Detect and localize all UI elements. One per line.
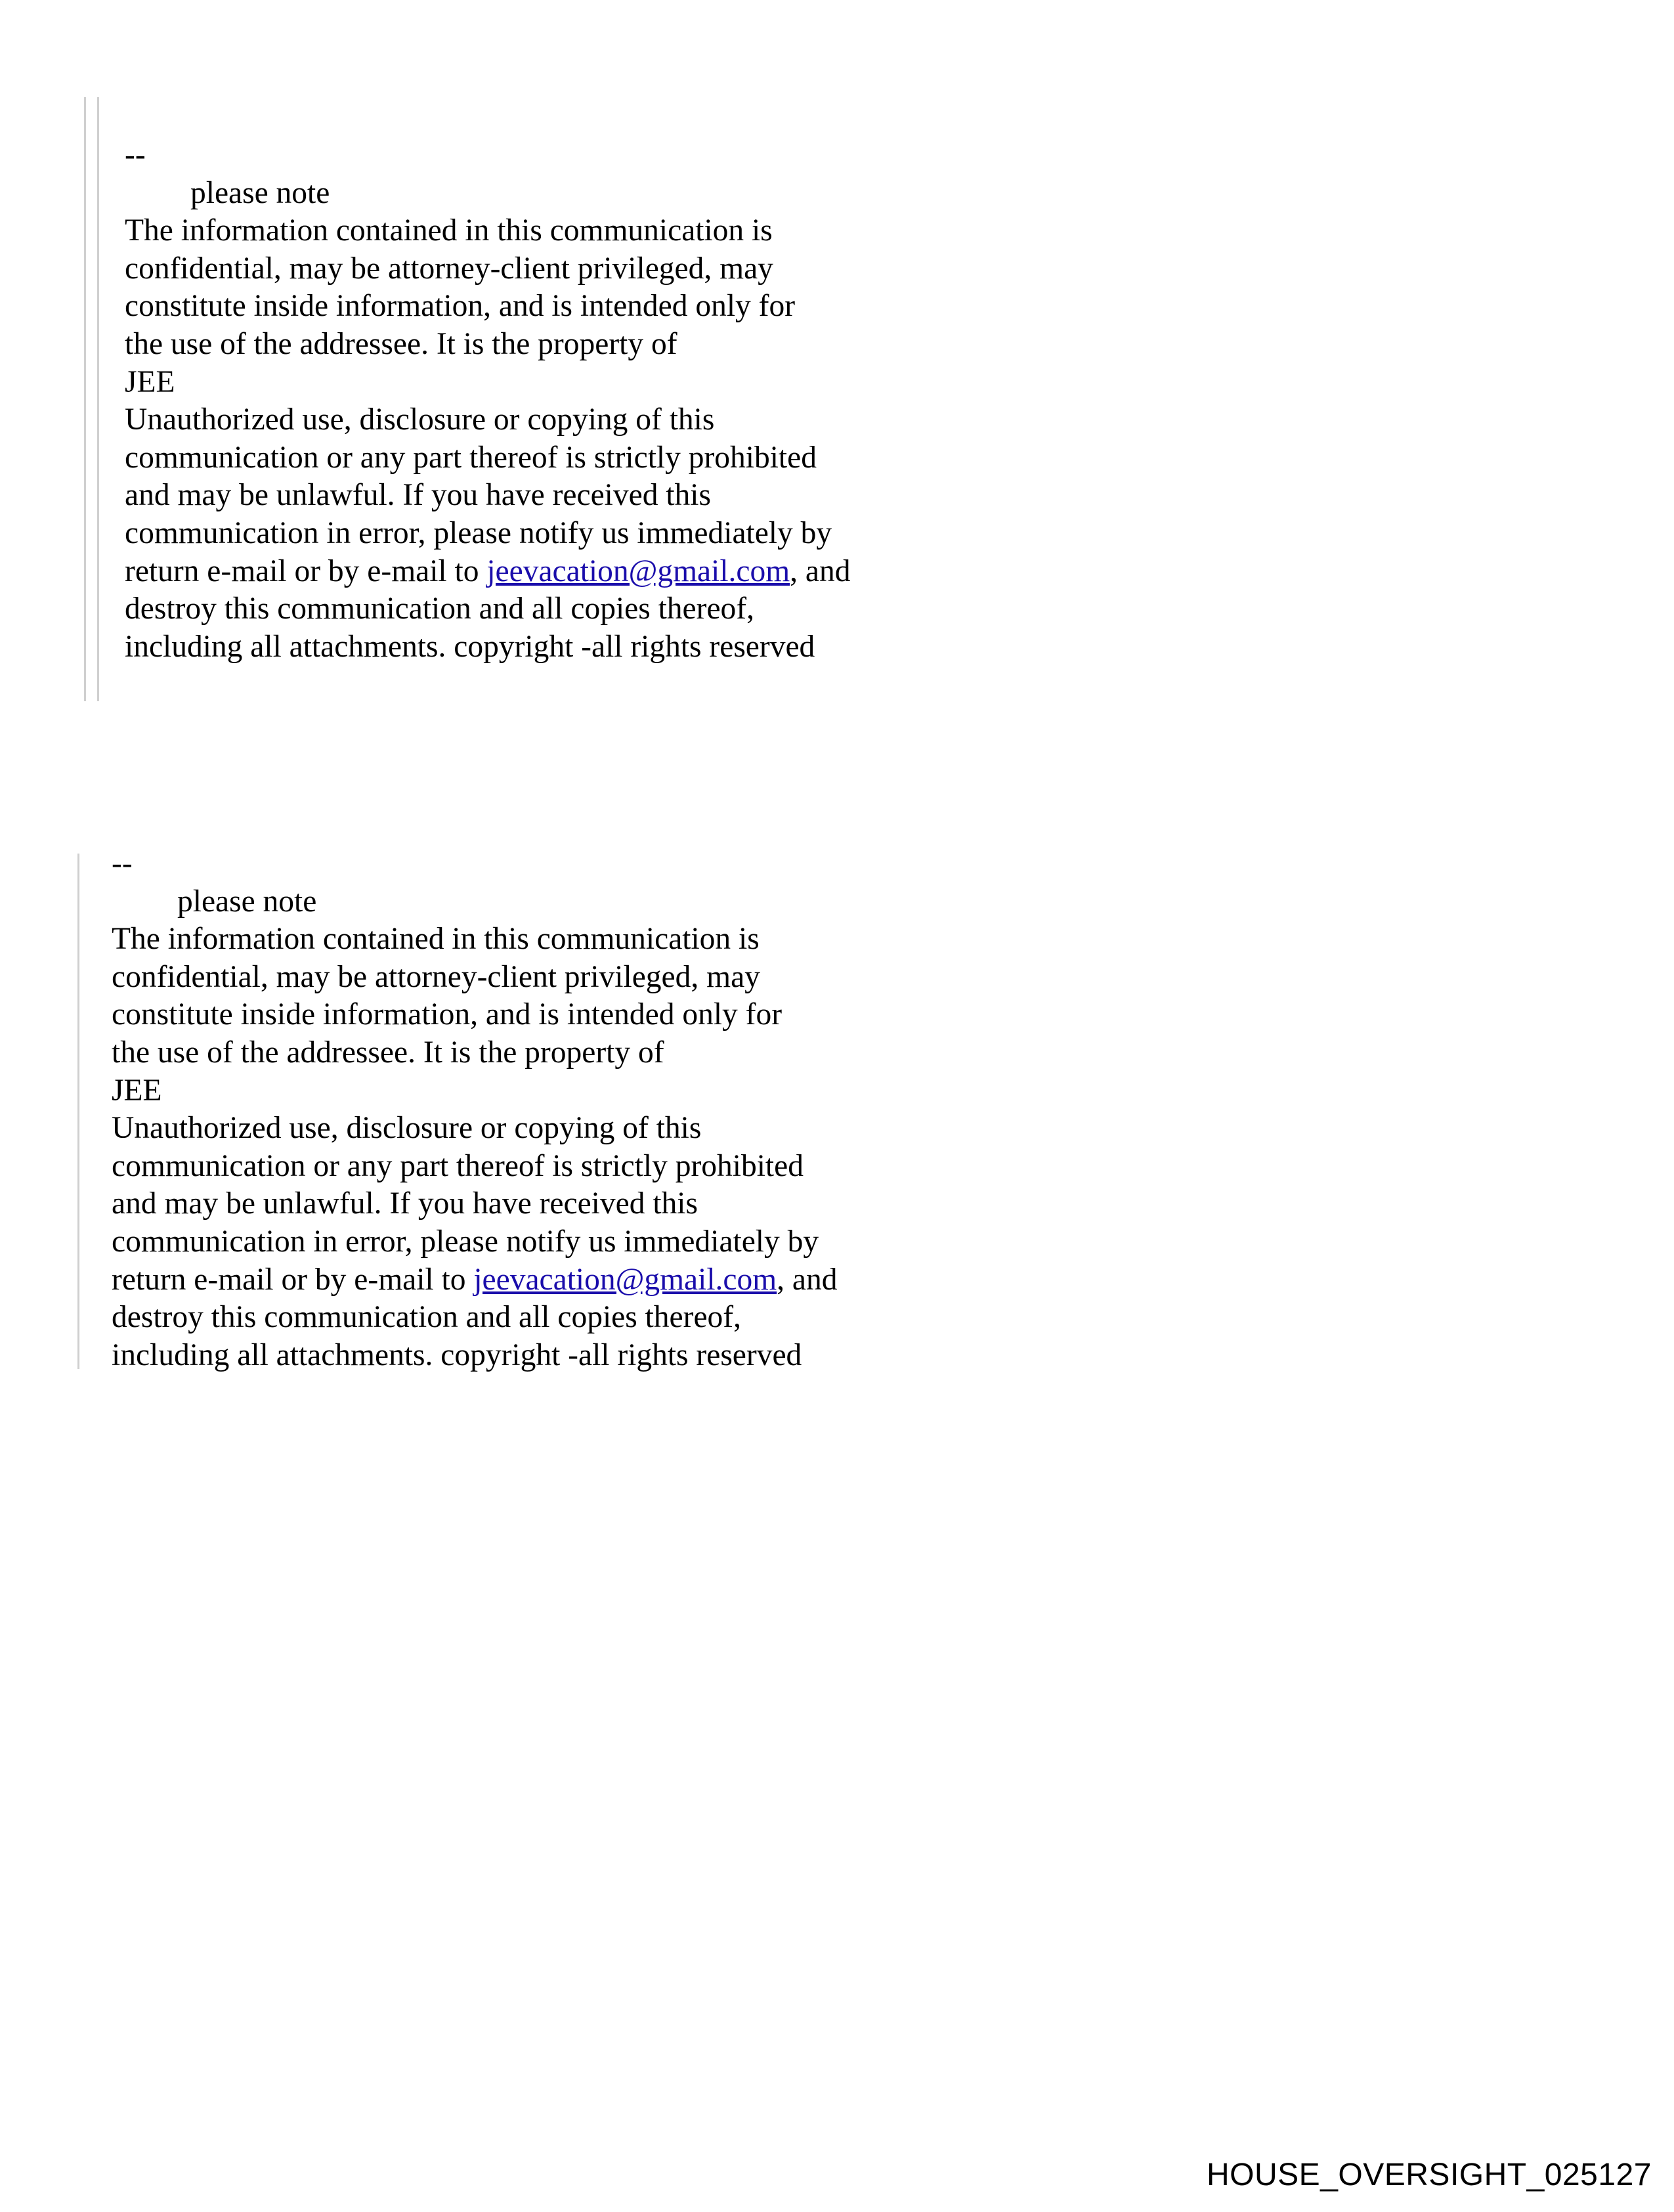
notice-line: The information contained in this communication is — [112, 922, 760, 957]
quote-bar-inner — [97, 97, 99, 701]
notice-line: confidential, may be attorney-client privileged, may — [112, 959, 760, 994]
notice-line: constitute inside information, and is intended only for — [125, 289, 796, 324]
notice-line: communication or any part thereof is strictly prohibited — [112, 1148, 804, 1183]
email-line-prefix: return e-mail or by e-mail to — [125, 553, 487, 588]
bates-number: HOUSE_OVERSIGHT_025127 — [1207, 2158, 1652, 2192]
notice-line: and may be unlawful. If you have received this — [125, 478, 711, 513]
email-link[interactable]: jeevacation@gmail.com — [486, 553, 790, 588]
quote-bar-second-block — [77, 854, 79, 1369]
notice-line: JEE — [112, 1073, 162, 1108]
notice-line: communication or any part thereof is strictly prohibited — [125, 440, 817, 475]
notice-heading: please note — [190, 175, 330, 210]
notice-line: confidential, may be attorney-client privileged, may — [125, 251, 773, 286]
signature-separator: -- — [125, 138, 146, 172]
notice-email-line — [112, 1261, 838, 1299]
notice-line: constitute inside information, and is intended only for — [112, 997, 783, 1032]
notice-line: the use of the addressee. It is the property of — [125, 326, 677, 361]
notice-line: Unauthorized use, disclosure or copying of this — [112, 1111, 702, 1146]
notice-heading: please note — [177, 884, 317, 919]
notice-line: The information contained in this communication is — [125, 213, 773, 248]
notice-line: including all attachments. copyright -all rights reserved — [112, 1337, 802, 1372]
notice-email-line — [125, 553, 851, 591]
notice-line: JEE — [125, 364, 175, 399]
notice-line: communication in error, please notify us immediately by — [112, 1224, 819, 1259]
notice-line: destroy this communication and all copies thereof, — [125, 592, 754, 626]
notice-line: communication in error, please notify us immediately by — [125, 515, 832, 550]
notice-line: the use of the addressee. It is the property of — [112, 1035, 664, 1070]
email-line-prefix: return e-mail or by e-mail to — [112, 1262, 474, 1297]
confidentiality-notice-block-2 — [112, 845, 838, 1374]
notice-line: including all attachments. copyright -all rights reserved — [125, 629, 815, 664]
notice-line: destroy this communication and all copies thereof, — [112, 1300, 741, 1335]
notice-line: and may be unlawful. If you have received this — [112, 1186, 698, 1221]
confidentiality-notice-block-1 — [125, 137, 851, 666]
notice-line: Unauthorized use, disclosure or copying of this — [125, 402, 715, 437]
email-line-suffix: , and — [777, 1262, 838, 1297]
quote-bar-outer — [84, 97, 86, 701]
signature-separator: -- — [112, 846, 133, 880]
email-link[interactable]: jeevacation@gmail.com — [473, 1262, 777, 1297]
email-line-suffix: , and — [790, 553, 851, 588]
